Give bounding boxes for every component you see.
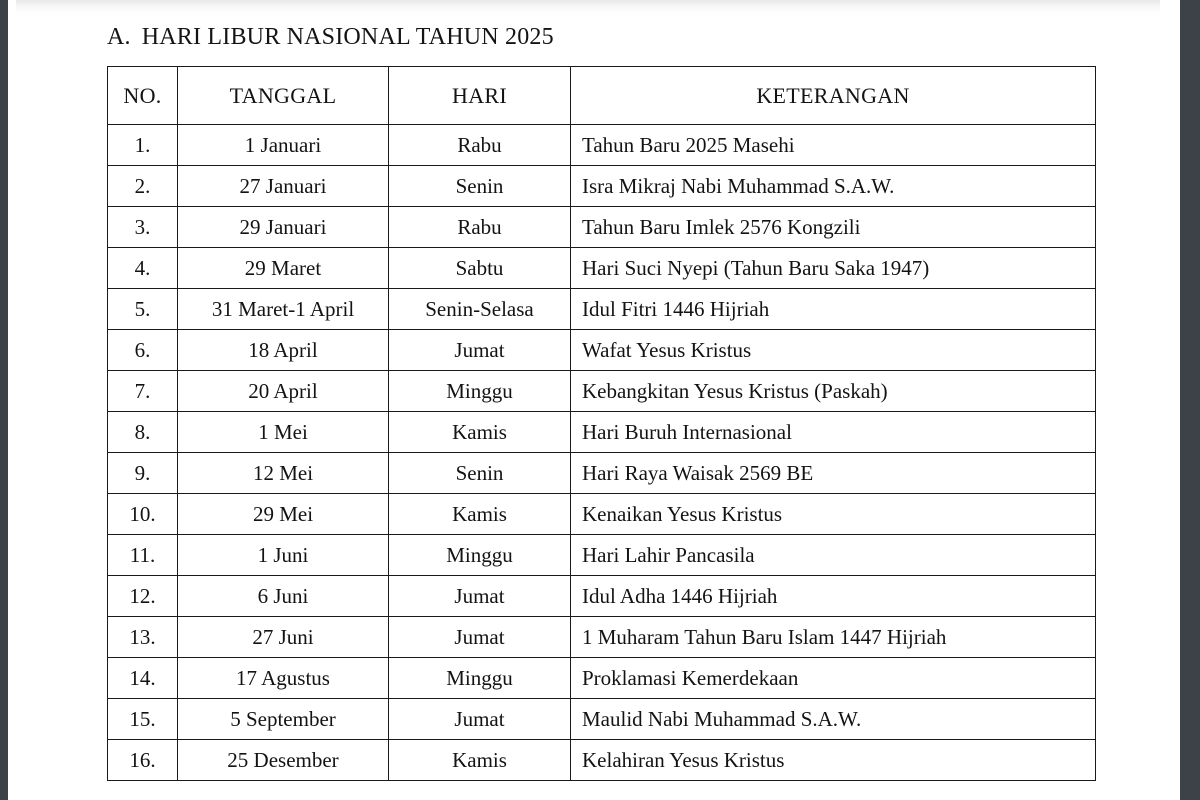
table-row	[108, 248, 1096, 289]
cell-no: 3.	[108, 207, 178, 248]
table-row	[108, 576, 1096, 617]
cell-hari: Jumat	[389, 617, 571, 658]
table-row	[108, 453, 1096, 494]
cell-hari: Senin	[389, 166, 571, 207]
cell-keterangan: Tahun Baru 2025 Masehi	[571, 125, 1096, 166]
cell-keterangan: Idul Adha 1446 Hijriah	[571, 576, 1096, 617]
cell-keterangan: Tahun Baru Imlek 2576 Kongzili	[571, 207, 1096, 248]
table-row	[108, 699, 1096, 740]
table-row	[108, 166, 1096, 207]
cell-no: 11.	[108, 535, 178, 576]
table-row	[108, 658, 1096, 699]
cell-no: 4.	[108, 248, 178, 289]
cell-tanggal: 12 Mei	[178, 453, 389, 494]
cell-no: 12.	[108, 576, 178, 617]
cell-tanggal: 29 Maret	[178, 248, 389, 289]
cell-no: 2.	[108, 166, 178, 207]
cell-keterangan: Wafat Yesus Kristus	[571, 330, 1096, 371]
cell-hari: Sabtu	[389, 248, 571, 289]
cell-no: 6.	[108, 330, 178, 371]
cell-no: 8.	[108, 412, 178, 453]
cell-tanggal: 1 Januari	[178, 125, 389, 166]
cell-keterangan: Hari Buruh Internasional	[571, 412, 1096, 453]
document-page	[8, 0, 1180, 800]
cell-no: 5.	[108, 289, 178, 330]
viewer-right-edge-band	[1180, 0, 1200, 800]
table-row	[108, 371, 1096, 412]
table-header	[108, 67, 1096, 125]
table-row	[108, 740, 1096, 781]
section-title-text: HARI LIBUR NASIONAL TAHUN 2025	[141, 24, 554, 50]
cell-tanggal: 29 Januari	[178, 207, 389, 248]
cell-no: 1.	[108, 125, 178, 166]
table-row	[108, 125, 1096, 166]
cell-keterangan: Isra Mikraj Nabi Muhammad S.A.W.	[571, 166, 1096, 207]
cell-no: 14.	[108, 658, 178, 699]
table-body	[108, 125, 1096, 781]
cell-no: 16.	[108, 740, 178, 781]
cell-tanggal: 27 Januari	[178, 166, 389, 207]
page-title	[107, 22, 554, 52]
table-row	[108, 289, 1096, 330]
cell-hari: Rabu	[389, 125, 571, 166]
cell-no: 10.	[108, 494, 178, 535]
cell-keterangan: Maulid Nabi Muhammad S.A.W.	[571, 699, 1096, 740]
cell-hari: Senin-Selasa	[389, 289, 571, 330]
cell-hari: Minggu	[389, 371, 571, 412]
column-header-no: NO.	[108, 67, 178, 125]
table-row	[108, 494, 1096, 535]
cell-keterangan: Hari Lahir Pancasila	[571, 535, 1096, 576]
cell-hari: Kamis	[389, 494, 571, 535]
cell-tanggal: 20 April	[178, 371, 389, 412]
column-header-keterangan: KETERANGAN	[571, 67, 1096, 125]
column-header-tanggal: TANGGAL	[178, 67, 389, 125]
cell-hari: Kamis	[389, 412, 571, 453]
cell-no: 13.	[108, 617, 178, 658]
page-top-shading	[16, 0, 1160, 14]
table-row	[108, 330, 1096, 371]
cell-tanggal: 5 September	[178, 699, 389, 740]
section-marker: A.	[107, 24, 131, 50]
cell-hari: Jumat	[389, 576, 571, 617]
cell-tanggal: 6 Juni	[178, 576, 389, 617]
cell-tanggal: 31 Maret-1 April	[178, 289, 389, 330]
column-header-hari: HARI	[389, 67, 571, 125]
cell-tanggal: 18 April	[178, 330, 389, 371]
cell-tanggal: 25 Desember	[178, 740, 389, 781]
cell-tanggal: 29 Mei	[178, 494, 389, 535]
table-row	[108, 412, 1096, 453]
cell-keterangan: 1 Muharam Tahun Baru Islam 1447 Hijriah	[571, 617, 1096, 658]
table-row	[108, 617, 1096, 658]
cell-tanggal: 17 Agustus	[178, 658, 389, 699]
table-row	[108, 207, 1096, 248]
cell-hari: Minggu	[389, 535, 571, 576]
cell-hari: Minggu	[389, 658, 571, 699]
cell-tanggal: 1 Juni	[178, 535, 389, 576]
cell-keterangan: Proklamasi Kemerdekaan	[571, 658, 1096, 699]
cell-keterangan: Kenaikan Yesus Kristus	[571, 494, 1096, 535]
cell-tanggal: 1 Mei	[178, 412, 389, 453]
cell-hari: Jumat	[389, 699, 571, 740]
cell-keterangan: Hari Suci Nyepi (Tahun Baru Saka 1947)	[571, 248, 1096, 289]
viewer-left-edge-band	[0, 0, 8, 800]
cell-hari: Senin	[389, 453, 571, 494]
cell-keterangan: Kebangkitan Yesus Kristus (Paskah)	[571, 371, 1096, 412]
table-header-row	[108, 67, 1096, 125]
cell-tanggal: 27 Juni	[178, 617, 389, 658]
cell-hari: Kamis	[389, 740, 571, 781]
cell-no: 7.	[108, 371, 178, 412]
cell-hari: Rabu	[389, 207, 571, 248]
cell-no: 15.	[108, 699, 178, 740]
table-row	[108, 535, 1096, 576]
cell-keterangan: Hari Raya Waisak 2569 BE	[571, 453, 1096, 494]
cell-keterangan: Idul Fitri 1446 Hijriah	[571, 289, 1096, 330]
cell-keterangan: Kelahiran Yesus Kristus	[571, 740, 1096, 781]
cell-no: 9.	[108, 453, 178, 494]
cell-hari: Jumat	[389, 330, 571, 371]
national-holidays-table	[107, 66, 1096, 781]
